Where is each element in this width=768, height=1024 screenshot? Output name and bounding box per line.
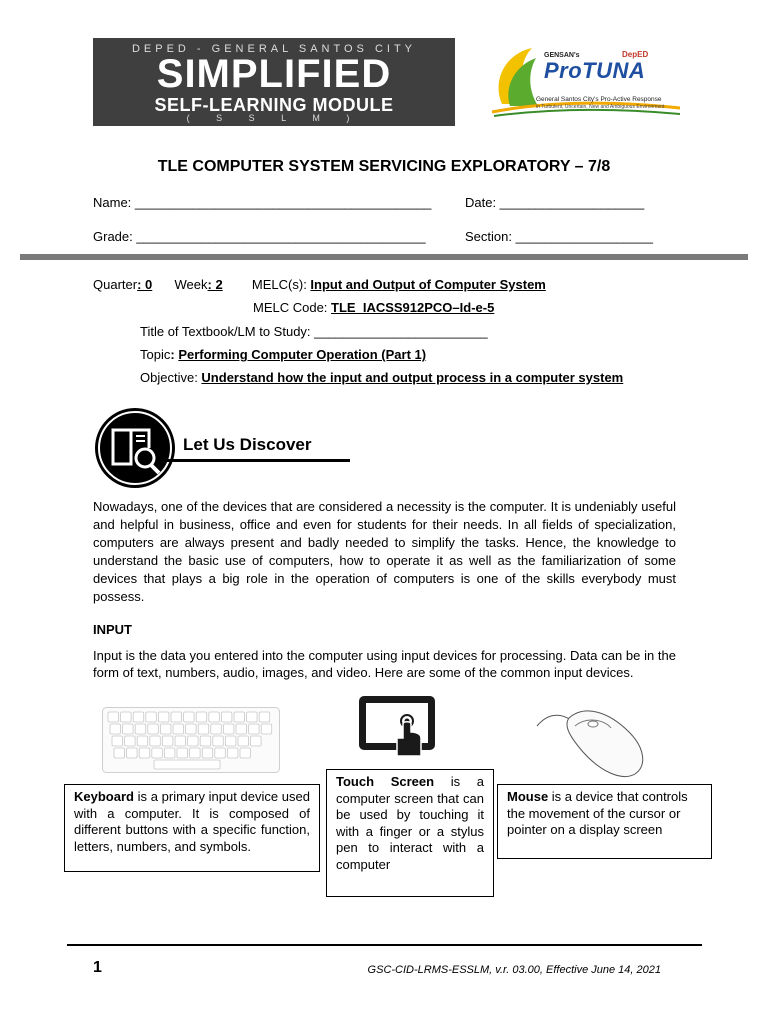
- section-heading: Let Us Discover: [183, 435, 312, 454]
- keyboard-illustration: [102, 707, 280, 773]
- melc-code-label: MELC Code:: [253, 300, 332, 315]
- touch-screen-description-box: [326, 769, 494, 897]
- sslm-banner: [93, 38, 455, 126]
- keyboard-icon: [102, 707, 280, 773]
- keyboard-key: [213, 736, 224, 746]
- keyboard-key: [127, 748, 138, 758]
- keyboard-key: [164, 748, 175, 758]
- keyboard-key: [171, 712, 182, 722]
- banner-acronym: ( S S L M ): [186, 113, 362, 123]
- keyboard-spacebar: [154, 760, 220, 769]
- intro-paragraph: Nowadays, one of the devices that are considered a necessity is the computer. It is undeniably useful and helpful in business, office and even for students for their needs. In all fields of specialization, computers are always present and badly needed to simplify the tasks. Hence, the knowledge to understand the basic use of computers, how to operate it as well as the familiarization of some devices that plays a big role in the operation of computers is one of the skills everybody must possess.: [93, 499, 676, 604]
- grade-field[interactable]: Grade: ________________________________________: [93, 229, 426, 244]
- keyboard-key: [133, 712, 144, 722]
- topic-value: Performing Computer Operation (Part 1): [178, 347, 427, 362]
- keyboard-key: [139, 748, 150, 758]
- page-number: 1: [93, 959, 102, 976]
- keyboard-key: [112, 736, 123, 746]
- melc-code-value: TLE_IACSS912PCO–Id-e-5: [331, 300, 495, 315]
- keyboard-key: [160, 724, 171, 734]
- keyboard-key: [221, 712, 232, 722]
- keyboard-key: [175, 736, 186, 746]
- protuna-logo: GENSAN's DepED ProTUNA General Santos City's Pro-Active Response in Turbulent, Uncertain, New and Ambiguous Environment: [484, 42, 684, 126]
- keyboard-key: [123, 724, 134, 734]
- keyboard-key: [177, 748, 188, 758]
- objective-value: Understand how the input and output process in a computer system: [201, 370, 624, 385]
- keyboard-key: [211, 724, 222, 734]
- week-label: Week: [174, 277, 208, 292]
- banner-title: SIMPLIFIED: [156, 52, 392, 96]
- keyboard-key: [200, 736, 211, 746]
- keyboard-key: [209, 712, 220, 722]
- keyboard-key: [146, 712, 157, 722]
- keyboard-key: [198, 724, 209, 734]
- keyboard-key: [150, 736, 161, 746]
- melc-value: Input and Output of Computer System: [310, 277, 546, 292]
- keyboard-key: [261, 724, 272, 734]
- melc-label: MELC(s):: [251, 277, 311, 292]
- quarter-label: Quarter: [93, 277, 138, 292]
- keyboard-key: [196, 712, 207, 722]
- keyboard-key: [247, 712, 258, 722]
- keyboard-key: [190, 748, 201, 758]
- textbook-line: Title of Textbook/LM to Study: ________________________: [140, 324, 488, 339]
- input-paragraph: Input is the data you entered into the computer using input devices for processing. Data can be in the form of text, numbers, audio, images, and video. Here are some of the common input devices.: [93, 648, 676, 680]
- section-field[interactable]: Section: ___________________: [465, 229, 653, 244]
- mouse-desc: is a device that controls the movement of the cursor or pointer on a display screen: [507, 789, 688, 837]
- quarter-value: : 0: [137, 277, 153, 292]
- discover-badge: [95, 408, 175, 488]
- keyboard-key: [137, 736, 148, 746]
- keyboard-key: [227, 748, 238, 758]
- mouse-description-box: [497, 784, 712, 859]
- keyboard-key: [125, 736, 136, 746]
- footer-rule: [67, 944, 702, 946]
- heading-underline: [166, 459, 350, 462]
- keyboard-term: Keyboard: [74, 789, 134, 804]
- tablet-touch-icon: [357, 694, 437, 756]
- keyboard-desc: is a primary input device used with a computer. It is composed of different buttons with a specific function, letters, numbers, and symbols.: [74, 789, 310, 854]
- mouse-term: Mouse: [507, 789, 549, 804]
- keyboard-key: [223, 724, 234, 734]
- keyboard-key: [238, 736, 249, 746]
- keyboard-key: [148, 724, 159, 734]
- keyboard-key: [251, 736, 262, 746]
- keyboard-description-box: [64, 784, 320, 872]
- touch-screen-term: Touch Screen: [336, 774, 435, 789]
- keyboard-key: [188, 736, 199, 746]
- banner-subtitle: SELF-LEARNING MODULE: [154, 95, 394, 115]
- week-value: : 2: [207, 277, 223, 292]
- topic-label: Topic: [140, 347, 171, 362]
- input-heading: INPUT: [93, 622, 132, 637]
- keyboard-key: [236, 724, 247, 734]
- keyboard-key: [240, 748, 251, 758]
- keyboard-key: [225, 736, 236, 746]
- objective-line: [140, 370, 623, 385]
- date-field[interactable]: Date: ____________________: [465, 195, 645, 210]
- keyboard-key: [259, 712, 270, 722]
- objective-label: Objective:: [140, 370, 202, 385]
- name-field[interactable]: Name: _________________________________________: [93, 195, 432, 210]
- keyboard-key: [110, 724, 121, 734]
- keyboard-key: [173, 724, 184, 734]
- keyboard-key: [202, 748, 213, 758]
- banner-division: DEPED - GENERAL SANTOS CITY: [131, 43, 417, 55]
- document-code: GSC-CID-LRMS-ESSLM, v.r. 03.00, Effective June 14, 2021: [367, 964, 661, 976]
- keyboard-key: [234, 712, 245, 722]
- topic-line: [140, 347, 426, 362]
- keyboard-key: [135, 724, 146, 734]
- section-divider: [20, 254, 748, 260]
- keyboard-key: [114, 748, 125, 758]
- keyboard-key: [184, 712, 195, 722]
- keyboard-key: [215, 748, 226, 758]
- keyboard-key: [162, 736, 173, 746]
- document-title: TLE COMPUTER SYSTEM SERVICING EXPLORATORY – 7/8: [157, 158, 611, 175]
- touch-screen-illustration: [357, 694, 437, 756]
- melc-code-line: [253, 300, 494, 315]
- topic-colon: :: [170, 347, 175, 362]
- keyboard-key: [121, 712, 132, 722]
- keyboard-key: [158, 712, 169, 722]
- mouse-illustration: [535, 704, 647, 778]
- mouse-icon: [535, 704, 647, 778]
- touch-screen-desc: is a computer screen that can be used by touching it with a finger or a stylus pen to interact with a computer: [336, 774, 484, 872]
- book-magnifier-icon: [95, 408, 175, 488]
- keyboard-key: [152, 748, 163, 758]
- keyboard-key: [186, 724, 197, 734]
- keyboard-key: [249, 724, 260, 734]
- quarter-week-melc-line: [93, 277, 546, 292]
- tuna-emblem-icon: [484, 42, 684, 126]
- keyboard-key: [108, 712, 119, 722]
